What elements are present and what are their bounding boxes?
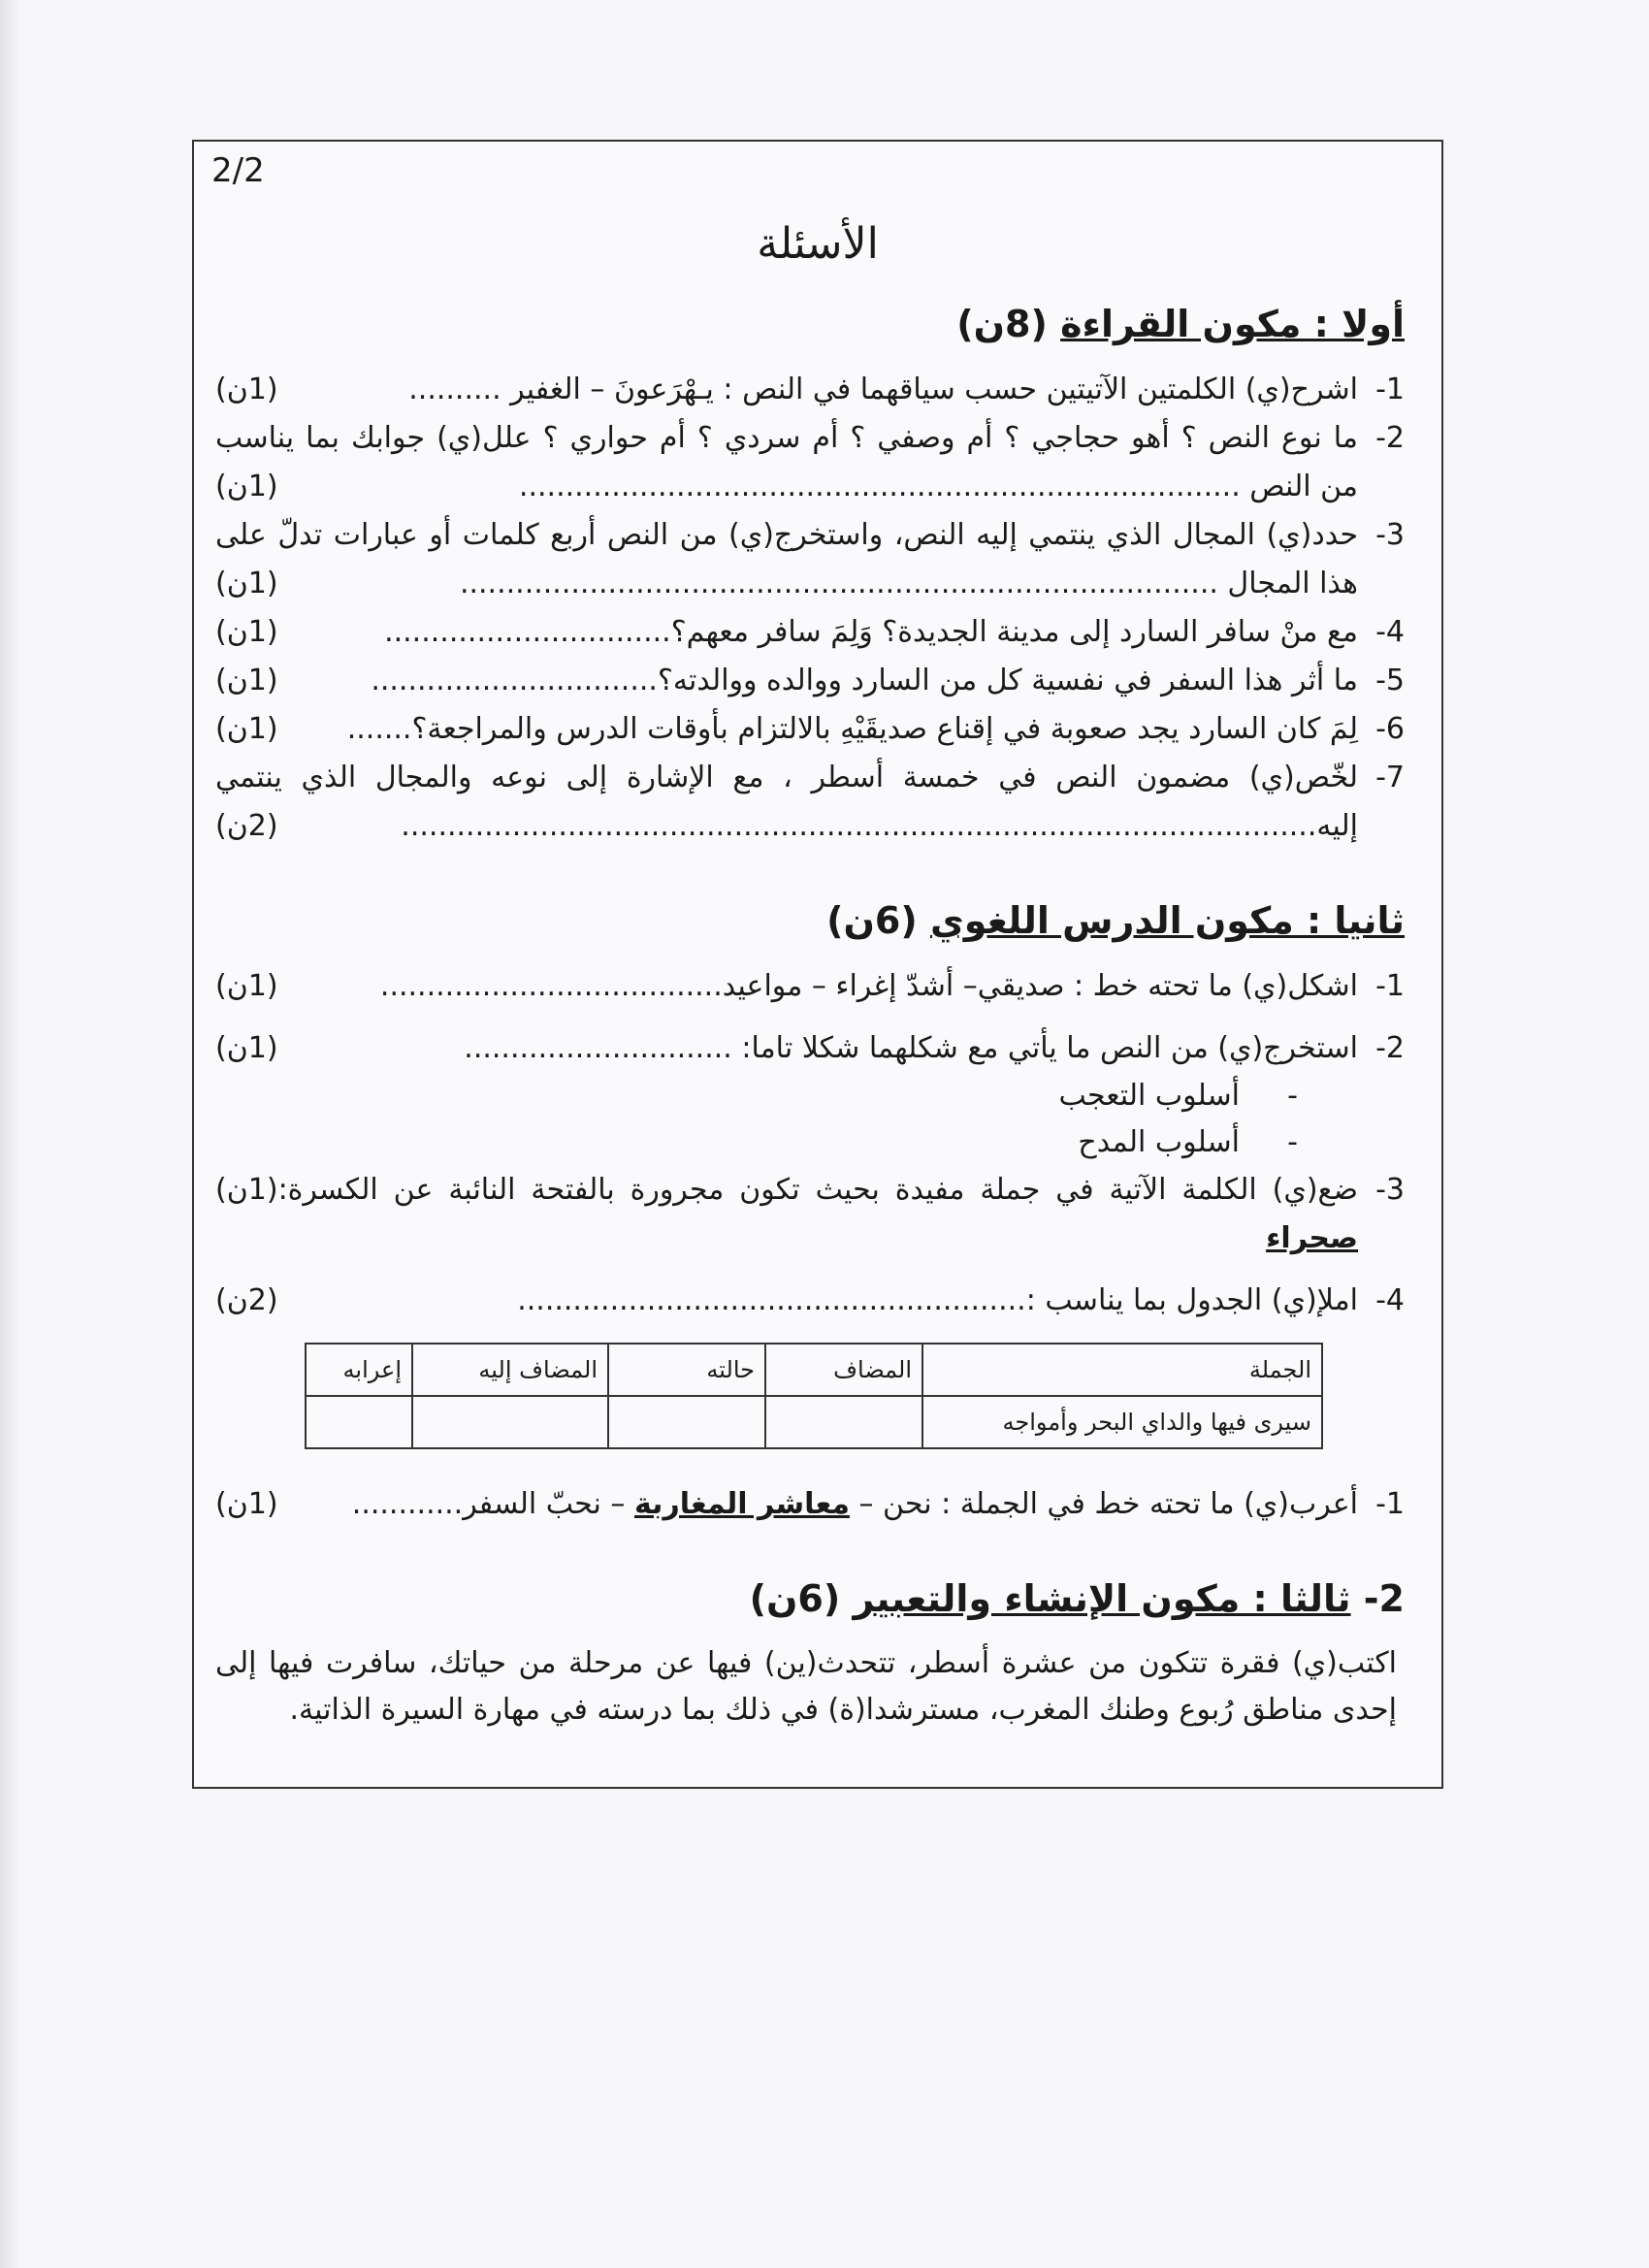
section-reading-points: (8ن) [956,303,1048,345]
table-cell [608,1396,765,1448]
language-question: 1- (1ن) أعرب(ي) ما تحته خط في الجملة : نحن – معاشر المغاربة – نحبّ السفر............ [215,1487,1405,1521]
language-question: 2- (1ن) استخرج(ي) من النص ما يأتي مع شكلهما شكلا تاما: ............................. [215,1031,1405,1065]
table-cell: سيرى فيها والداي البحر وأمواجه [922,1396,1322,1448]
table-header: المضاف إليه [412,1344,608,1396]
table-cell [765,1396,922,1448]
reading-question: 5- (1ن) ما أثر هذا السفر في نفسية كل من السارد ووالده ووالدته؟............................... [215,664,1405,697]
bullet-item: -أسلوب التعجب [1058,1079,1298,1113]
table-cell [306,1396,412,1448]
page-title: الأسئلة [757,219,879,269]
reading-question: 2- ما نوع النص ؟ أهو حجاجي ؟ أم وصفي ؟ أم سردي ؟ أم حواري ؟ علل(ي) جوابك بما يناسب من النص .............................................................................. (1ن) [215,421,1405,503]
language-question: 3- (1ن) ضع(ي) الكلمة الآتية في جملة مفيدة بحيث تكون مجرورة بالفتحة النائبة عن الكسرة: صحراء [215,1173,1405,1255]
reading-question: 3- حدد(ي) المجال الذي ينتمي إليه النص، واستخرج(ي) من النص أربع كلمات أو عبارات تدلّ على هذا المجال .................................................................................. (1ن) [215,518,1405,600]
underlined-word: صحراء [1266,1221,1358,1255]
section-language-heading [215,893,1405,949]
table-row [306,1396,1322,1448]
table-header-row [306,1344,1322,1396]
exam-frame [192,140,1443,1789]
bullet-item: -أسلوب المدح [1078,1125,1298,1159]
section-writing-number: 2- [1363,1577,1405,1620]
underlined-phrase: معاشر المغاربة [633,1487,850,1521]
language-question: 4- (2ن) املإ(ي) الجدول بما يناسب :....................................................... [215,1283,1405,1317]
writing-prompt: اكتب(ي) فقرة تتكون من عشرة أسطر، تتحدث(ين) فيها عن مرحلة من حياتك، سافرت فيها إلى إحدى مناطق رُبوع وطنك المغرب، مسترشدا(ة) في ذلك بما درسته في مهارة السيرة الذاتية. [215,1646,1397,1727]
section-writing-label: ثالثا : مكون الإنشاء والتعبير [853,1577,1351,1620]
exam-content [215,297,1405,1733]
section-language-points: (6ن) [826,899,918,942]
section-language-label: ثانيا : مكون الدرس اللغوي [929,899,1405,942]
scan-edge [0,0,21,2268]
table-header: المضاف [765,1344,922,1396]
language-question: 1- (1ن) اشكل(ي) ما تحته خط : صديقي– أشدّ إغراء – مواعيد..................................... [215,969,1405,1003]
section-writing-heading [215,1571,1405,1627]
table-header: حالته [608,1344,765,1396]
table-header: الجملة [922,1344,1322,1396]
table-cell [412,1396,608,1448]
reading-question: 6- (1ن) لِمَ كان السارد يجد صعوبة في إقناع صديقَيْهِ بالالتزام بأوقات الدرس والمراجعة؟....... [215,712,1405,746]
section-reading-heading [215,297,1405,352]
table-header: إعرابه [306,1344,412,1396]
reading-question: 7- لخّص(ي) مضمون النص في خمسة أسطر ، مع الإشارة إلى نوعه والمجال الذي ينتمي إليه................................................................................................... (2ن) [215,761,1405,843]
reading-question: 4- (1ن) مع منْ سافر السارد إلى مدينة الجديدة؟ وَلِمَ سافر معهم؟............................... [215,615,1405,649]
section-writing-points: (6ن) [749,1577,841,1620]
reading-question: 1- (1ن) اشرح(ي) الكلمتين الآتيتين حسب سياقهما في النص : يـهْرَعونَ – الغفير .......... [215,373,1405,406]
page-number: 2/2 [211,151,265,190]
answer-table [305,1343,1323,1449]
section-reading-label: أولا : مكون القراءة [1060,303,1405,345]
